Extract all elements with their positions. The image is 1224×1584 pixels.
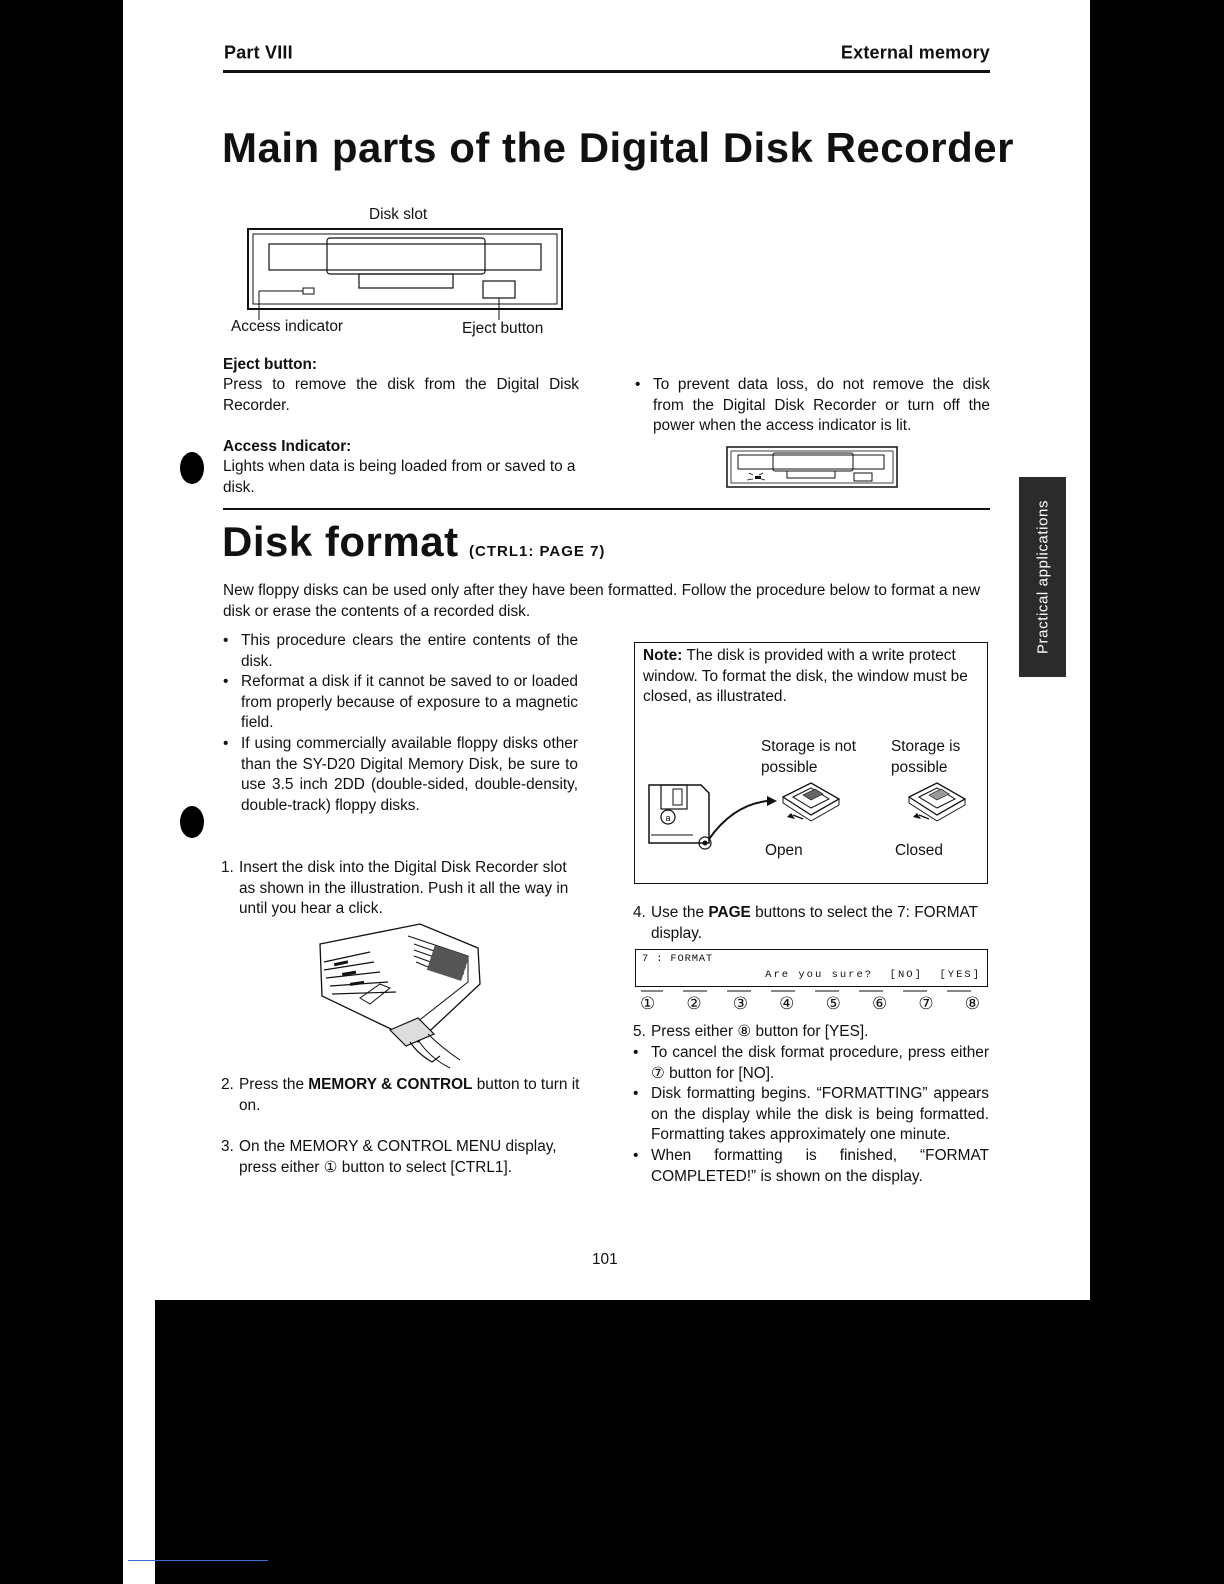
step-1	[221, 858, 579, 920]
display-button-4: ④	[779, 994, 795, 1013]
precaution-item: • If using commercially available floppy disks other than the SY-D20 Digital Memory Disk, be sure to use 3.5 inch 2DD (double-sided, double-density, double-track) floppy disks.	[223, 734, 578, 816]
step-number: 5.	[633, 1023, 646, 1040]
step-item	[221, 1137, 583, 1178]
eject-button-label: Eject button	[462, 320, 544, 337]
step-item	[633, 1022, 989, 1043]
note-label: Note:	[643, 647, 683, 664]
step-text: Press either ⑧ button for [YES].	[651, 1023, 869, 1040]
warning-item: • To prevent data loss, do not remove the disk from the Digital Disk Recorder or turn off the power when the access indicator is lit.	[635, 375, 990, 437]
step-5	[633, 1022, 989, 1043]
disk-format-title: Disk format	[222, 518, 459, 565]
lcd-line-2: Are you sure? [NO] [YES]	[765, 969, 981, 981]
closed-tab-icon	[909, 783, 965, 821]
binding-hole-mark	[180, 806, 204, 838]
step-2	[221, 1075, 581, 1116]
result-item: • When formatting is finished, “FORMAT COMPLETED!” is shown on the display.	[633, 1146, 989, 1187]
disk-recorder-small-diagram	[725, 445, 900, 490]
eject-heading: Eject button:	[223, 356, 318, 373]
display-button-1: ①	[640, 994, 656, 1013]
open-label: Open	[765, 842, 803, 859]
step-item	[221, 858, 579, 920]
display-button-numbers	[640, 994, 980, 1014]
section-divider	[223, 508, 990, 510]
display-button-2: ②	[686, 994, 702, 1013]
eject-description: Press to remove the disk from the Digital Disk Recorder.	[223, 376, 579, 414]
page-button-ref: PAGE	[708, 904, 751, 921]
step-text-post: button to turn it on.	[239, 1076, 580, 1114]
display-button-6: ⑥	[871, 994, 888, 1013]
note-body: The disk is provided with a write protect window. To format the disk, the window must be closed, as illustrated.	[643, 647, 968, 706]
page-margin-strip	[123, 1300, 155, 1584]
step-item	[221, 1075, 581, 1116]
display-button-5: ⑤	[825, 994, 841, 1013]
step-number: 4.	[633, 904, 646, 921]
format-precautions-list	[223, 631, 578, 816]
disk-recorder-front-diagram	[245, 226, 565, 322]
result-item: • Disk formatting begins. “FORMATTING” appears on the display while the disk is being formatted. Formatting takes approximately one minute.	[633, 1084, 989, 1146]
lcd-format-display	[635, 949, 988, 987]
step-text-pre: Press the	[239, 1076, 309, 1093]
lcd-line-1: 7 : FORMAT	[642, 953, 714, 965]
page-number: 101	[592, 1251, 618, 1268]
disk-slot-label: Disk slot	[369, 206, 428, 223]
format-result-list	[633, 1043, 989, 1187]
precaution-item: • This procedure clears the entire contents of the disk.	[223, 631, 578, 672]
step-number: 1.	[221, 859, 234, 876]
write-protect-note	[634, 642, 988, 884]
display-button-7: ⑦	[918, 994, 934, 1013]
closed-label: Closed	[895, 842, 943, 859]
disk-insertion-illustration	[300, 922, 500, 1070]
disk-marker: a	[665, 813, 671, 823]
step-4	[633, 903, 989, 944]
step-item	[633, 903, 989, 944]
access-heading: Access Indicator:	[223, 438, 352, 455]
binding-hole-mark	[180, 452, 204, 484]
running-header-section: External memory	[840, 41, 990, 63]
step-text: Insert the disk into the Digital Disk Recorder slot as shown in the illustration. Push it all the way in until you hear a click.	[239, 859, 569, 918]
header-rule	[223, 70, 990, 73]
step-3	[221, 1137, 583, 1178]
side-tab-label: Practical applications	[1034, 499, 1051, 655]
step-number: 3.	[221, 1138, 234, 1155]
step-text: On the MEMORY & CONTROL MENU display, press either ① button to select [CTRL1].	[239, 1138, 557, 1176]
access-description: Lights when data is being loaded from or saved to a disk.	[223, 458, 576, 496]
chapter-side-tab	[1019, 477, 1066, 677]
disk-format-subtitle: (CTRL1: PAGE 7)	[469, 543, 606, 560]
warning-list	[635, 375, 990, 437]
memory-control-button-ref: MEMORY & CONTROL	[308, 1076, 473, 1093]
scan-edge-line	[128, 1560, 268, 1561]
running-header-part: Part VIII	[224, 41, 293, 63]
access-indicator-label: Access indicator	[231, 318, 344, 335]
note-text	[643, 646, 981, 708]
storage-not-possible-heading: Storage is not possible	[761, 738, 856, 776]
display-button-3: ③	[732, 994, 749, 1013]
open-tab-icon	[783, 783, 839, 821]
step-text-post: buttons to select the 7: FORMAT display.	[651, 904, 978, 942]
disk-format-intro: New floppy disks can be used only after they have been formatted. Follow the procedure below to format a new disk or erase the contents of a recorded disk.	[223, 582, 981, 620]
section-title-main-parts: Main parts of the Digital Disk Recorder	[222, 124, 1014, 171]
step-text-pre: Use the	[651, 904, 709, 921]
storage-possible-heading: Storage is possible	[891, 738, 961, 776]
section-title-disk-format	[222, 518, 605, 566]
display-button-8: ⑧	[964, 994, 980, 1013]
precaution-item: • Reformat a disk if it cannot be saved to or loaded from properly because of exposure to a magnetic field.	[223, 672, 578, 734]
step-number: 2.	[221, 1076, 234, 1093]
result-item: • To cancel the disk format procedure, press either ⑦ button for [NO].	[633, 1043, 989, 1084]
